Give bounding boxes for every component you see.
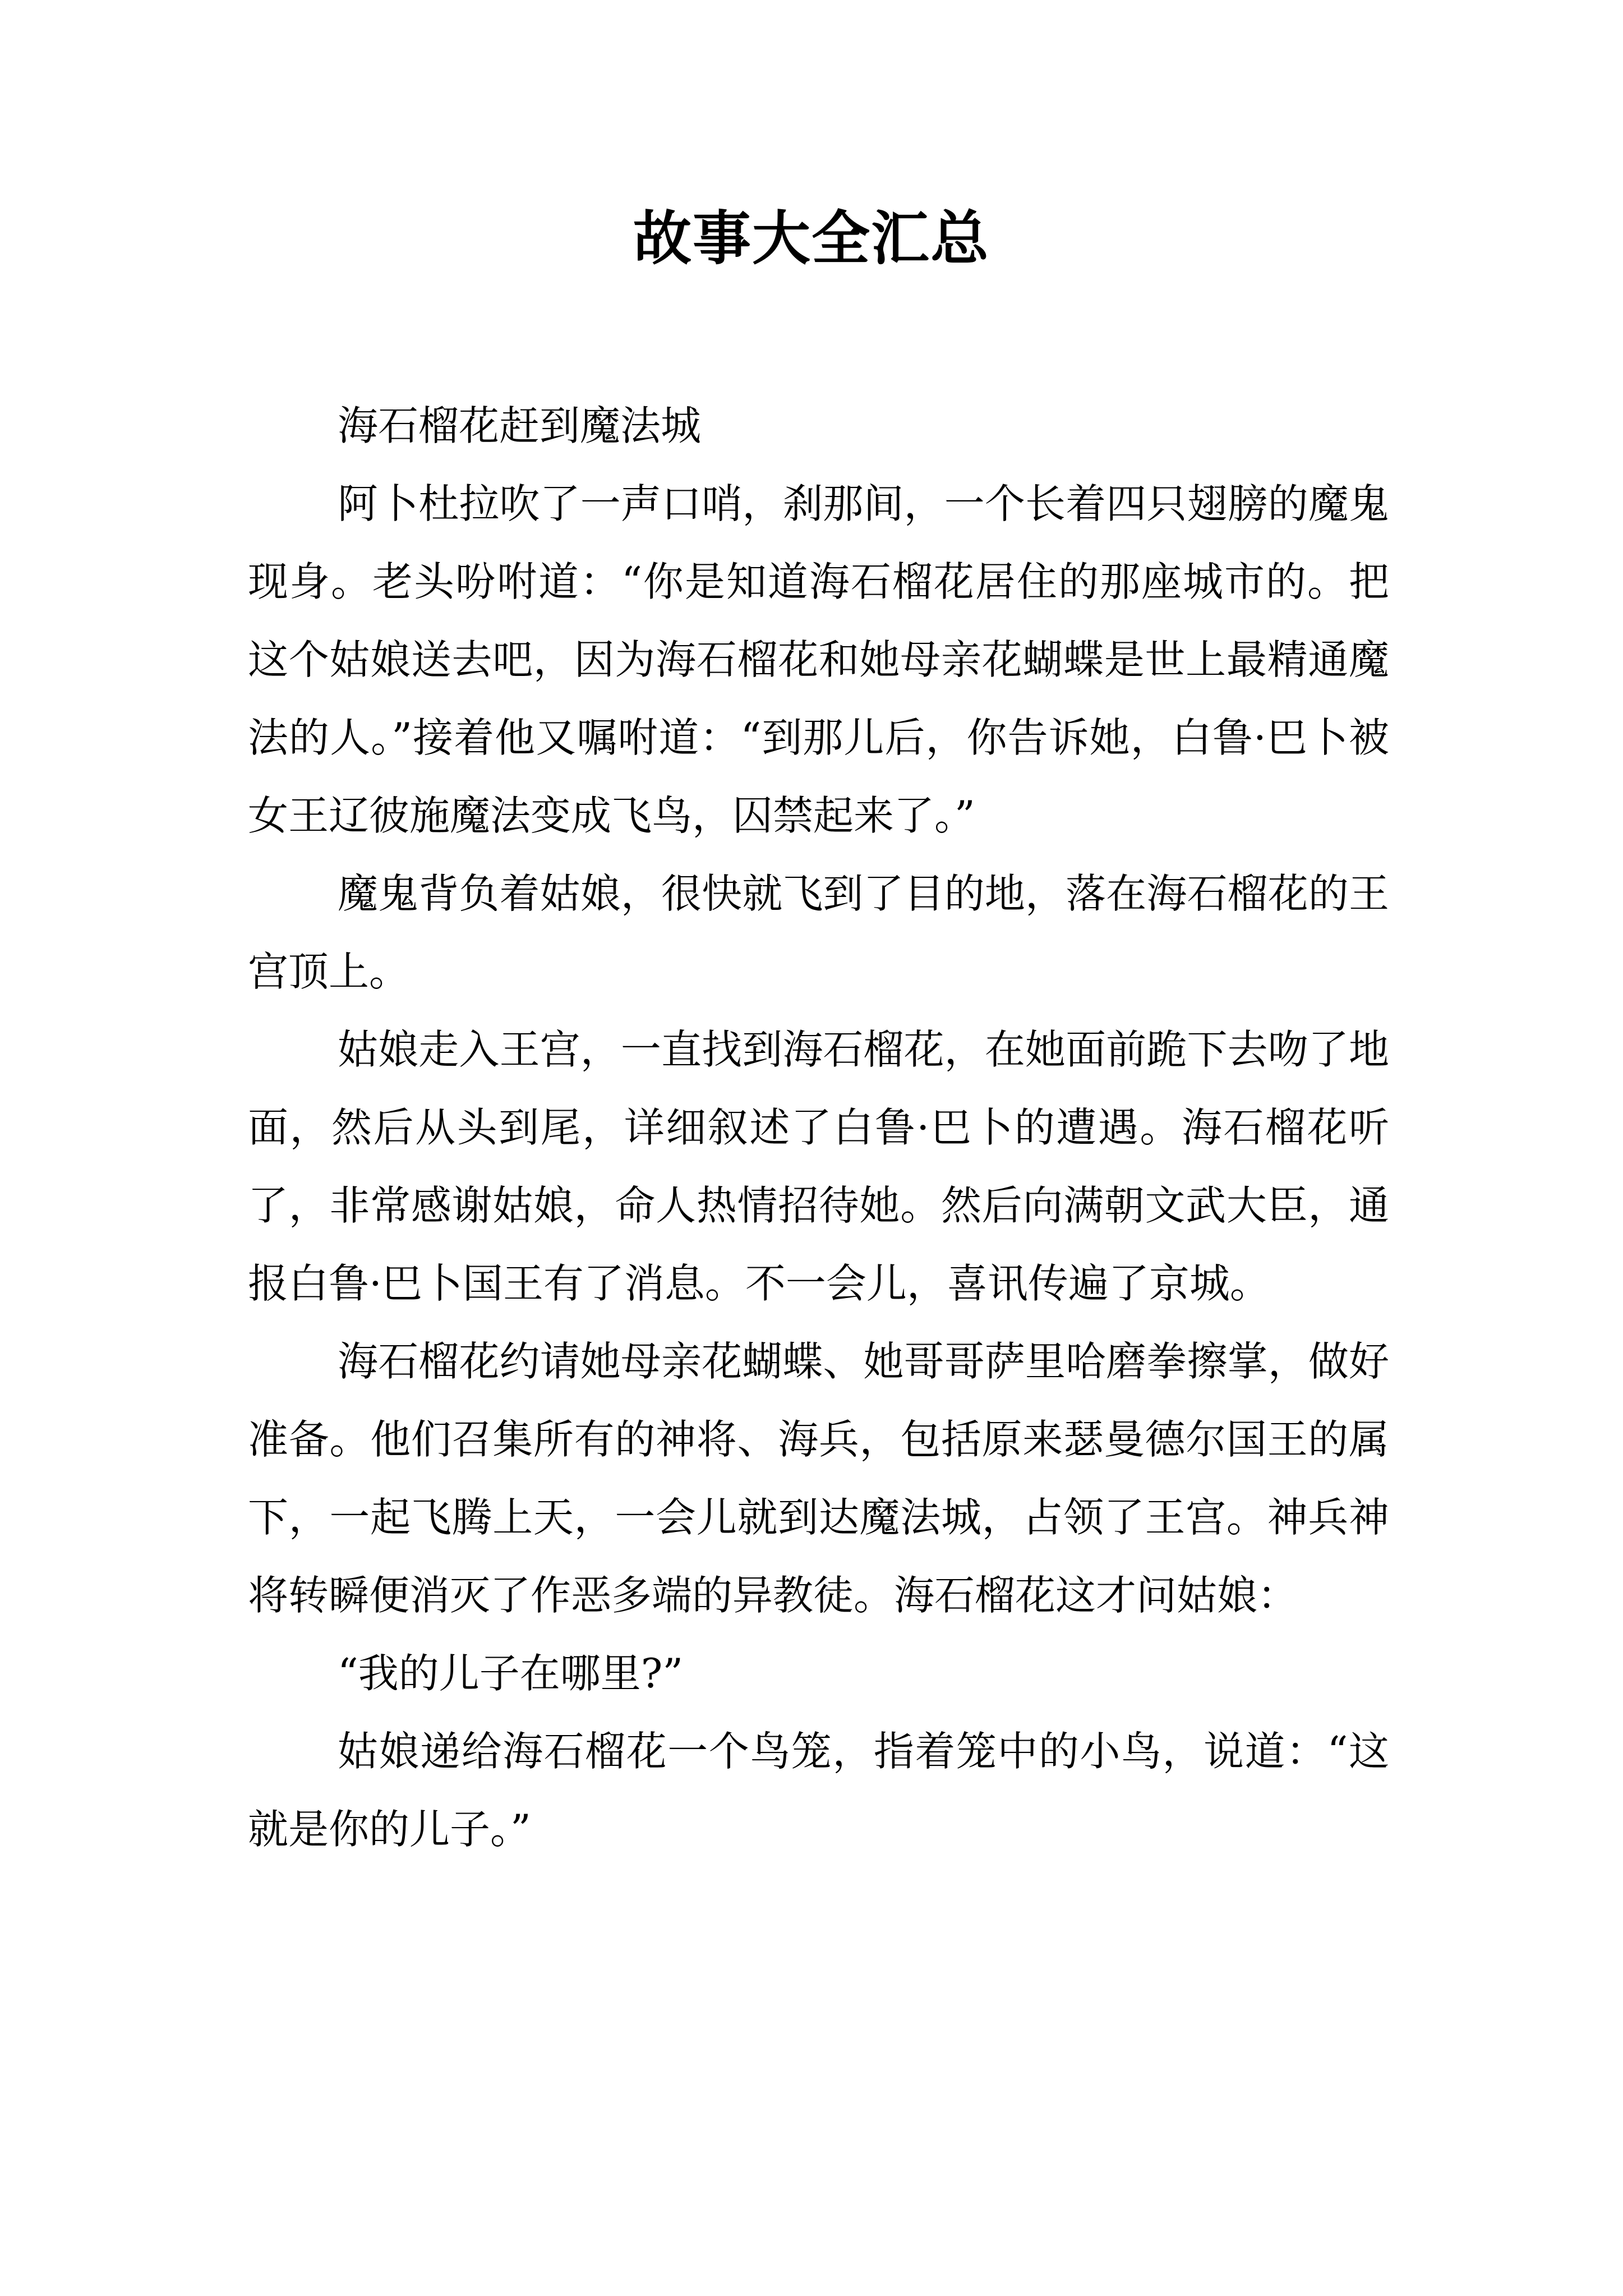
paragraph: 姑娘递给海石榴花一个鸟笼，指着笼中的小鸟，说道：“这就是你的儿子。”	[248, 1728, 1389, 1853]
story-heading: 海石榴花赶到魔法城	[338, 402, 702, 449]
paragraph: 海石榴花约请她母亲花蝴蝶、她哥哥萨里哈磨拳擦掌，做好准备。他们召集所有的神将、海兵，包括原来瑟曼德尔国王的属下，一起飞腾上天，一会儿就到达魔法城，占领了王宫。神兵神将转瞬便消灭了作恶多端的异教徒。海石榴花这才问姑娘：	[248, 1338, 1389, 1619]
paragraph: 魔鬼背负着姑娘，很快就飞到了目的地，落在海石榴花的王宫顶上。	[248, 870, 1389, 995]
document-title: 故事大全汇总	[633, 204, 990, 273]
paragraph: 阿卜杜拉吹了一声口哨，刹那间，一个长着四只翅膀的魔鬼现身。老头吩咐道：“你是知道海石榴花居住的那座城市的。把这个姑娘送去吧，因为海石榴花和她母亲花蝴蝶是世上最精通魔法的人。”接着他又嘱咐道：“到那儿后，你告诉她，白鲁·巴卜被女王辽彼施魔法变成飞鸟，囚禁起来了。”	[248, 480, 1389, 839]
document-body	[248, 387, 1389, 1869]
dialogue-paragraph: “我的儿子在哪里?”	[338, 1650, 684, 1697]
paragraph: 姑娘走入王宫，一直找到海石榴花，在她面前跪下去吻了地面，然后从头到尾，详细叙述了白鲁·巴卜的遭遇。海石榴花听了，非常感谢姑娘，命人热情招待她。然后向满朝文武大臣，通报白鲁·巴卜国王有了消息。不一会儿，喜讯传遍了京城。	[248, 1026, 1389, 1307]
